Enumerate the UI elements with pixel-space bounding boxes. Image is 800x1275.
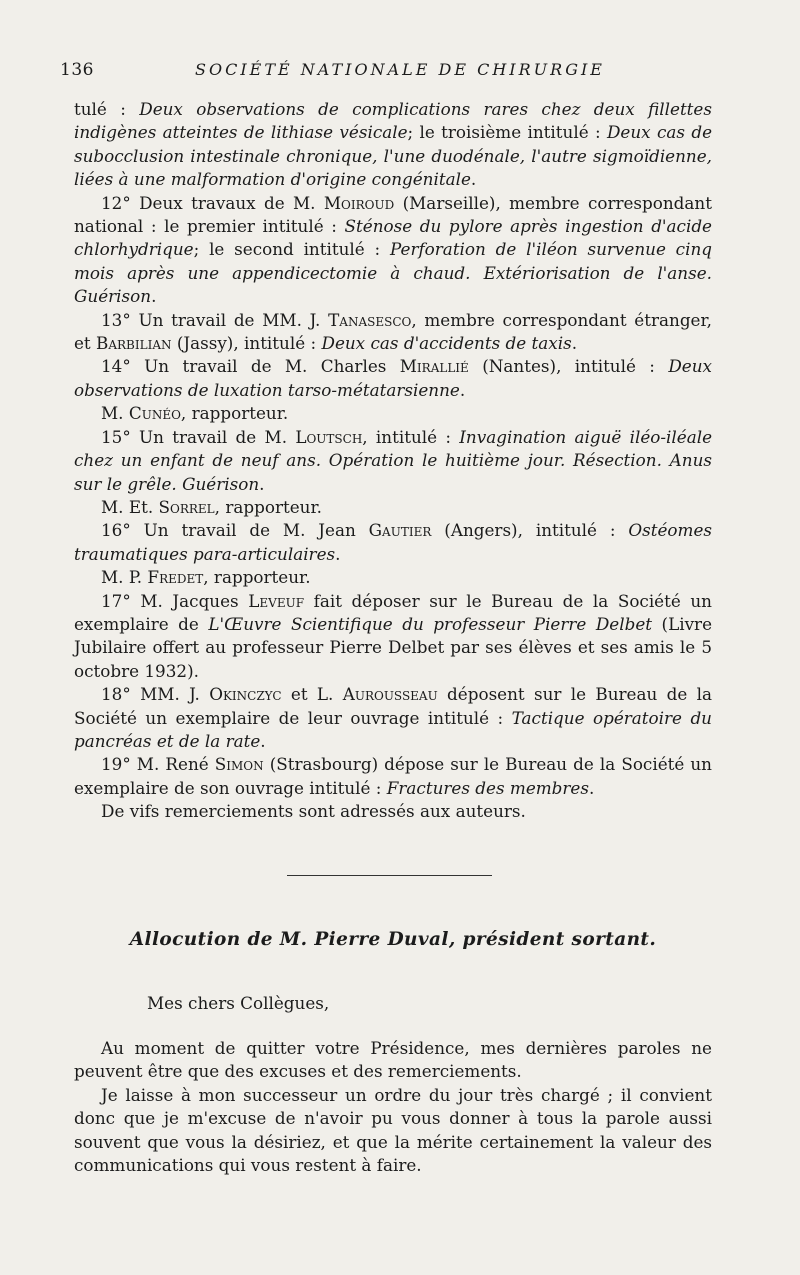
item-14: 14° Un travail de M. Charles Mirallié (Nantes), intitulé : Deux observations de luxation tarso-métatarsienne. (74, 356, 713, 400)
page-number: 136 (60, 60, 94, 80)
item-18: 18° MM. J. Okinczyc et L. Aurousseau déposent sur le Bureau de la Société un exemplaire de leur ouvrage intitulé : Tactique opératoire du pancréas et de la rate. (74, 684, 712, 751)
page-header (60, 60, 740, 86)
item-12: 12° Deux travaux de M. Moiroud (Marseille), membre correspondant national : le premier intitulé : Sténose du pylore après ingestion d'acide chlorhydrique; le second intitulé : Perforation de l'iléon survenue cinq mois après une appendicectomie à chaud. Extériorisation de l'anse. Guérison. (74, 192, 713, 307)
speech-paragraph-1: Au moment de quitter votre Présidence, mes dernières paroles ne peuvent être que des excuses et des remerciements. (74, 1038, 712, 1082)
rapporteur-14: M. Cunéo, rapporteur. (101, 403, 289, 424)
section-title: Allocution de M. Pierre Duval, président sortant. (129, 929, 657, 950)
rapporteur-15: M. Et. Sorrel, rapporteur. (101, 496, 322, 517)
closing-remark: De vifs remerciements sont adressés aux auteurs. (101, 801, 526, 822)
item-13: 13° Un travail de MM. J. Tanasesco, membre correspondant étranger, et Barbilian (Jassy), intitulé : Deux cas d'accidents de taxis. (74, 309, 712, 354)
speech-text (74, 1037, 712, 1177)
item-15: 15° Un travail de M. Loutsch, intitulé : Invagination aiguë iléo-iléale chez un enfant de neuf ans. Opération le huitième jour. Résection. Anus sur le grêle. Guérison. (74, 426, 713, 494)
section-divider (287, 875, 492, 876)
paragraph-continuation: tulé : Deux observations de complications rares chez deux fillettes indigènes atteintes de lithiase vésicale; le troisième intitulé : Deux cas de subocclusion intestinale chronique, l'une duodénale, l'autre sigmoïdienne, liées à une malformation d'origine congénitale. (74, 99, 712, 190)
running-title: SOCIÉTÉ NATIONALE DE CHIRURGIE (195, 60, 605, 79)
speech-paragraph-2: Je laisse à mon successeur un ordre du jour très chargé ; il convient donc que je m'excuse de n'avoir pu vous donner à tous la parole aussi souvent que vous la désiriez, et que la mérite certainement la valeur des communications qui vous restent à faire. (74, 1084, 712, 1176)
item-16: 16° Un travail de M. Jean Gautier (Angers), intitulé : Ostéomes traumatiques para-articulaires. (74, 520, 712, 564)
item-17: 17° M. Jacques Leveuf fait déposer sur le Bureau de la Société un exemplaire de L'Œuvre Scientifique du professeur Pierre Delbet (Livre Jubilaire offert au professeur Pierre Delbet par ses élèves et ses amis le 5 octobre 1932). (74, 590, 713, 681)
salutation: Mes chers Collègues, (147, 993, 330, 1013)
correspondence-list (74, 98, 712, 824)
item-19: 19° M. René Simon (Strasbourg) dépose sur le Bureau de la Société un exemplaire de son ouvrage intitulé : Fractures des membres. (74, 754, 712, 798)
rapporteur-16: M. P. Fredet, rapporteur. (101, 567, 311, 588)
